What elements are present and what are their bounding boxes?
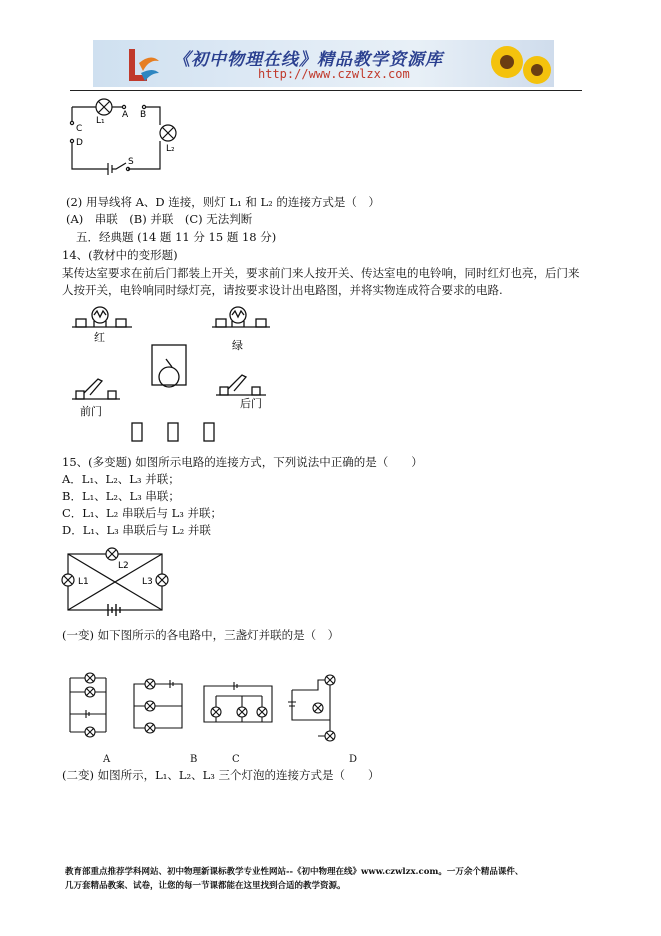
question-15-option-c: C．L₁、L₂ 串联后与 L₃ 并联；: [62, 506, 223, 520]
fig1-label-c: C: [76, 124, 83, 134]
fig15-label-l2: L2: [118, 561, 129, 571]
header-title: 《初中物理在线》精品教学资源库: [173, 50, 443, 70]
fig14-label-red: 红: [94, 331, 105, 344]
question-2-stem: (2) 用导线将 A、D 连接，则灯 L₁ 和 L₂ 的连接方式是（ ）: [66, 195, 380, 209]
variant-1-question: (一变) 如下图所示的各电路中，三盏灯并联的是（ ）: [62, 628, 340, 642]
fig1-label-a: A: [122, 110, 129, 120]
fig14-label-green: 绿: [232, 339, 243, 352]
question-2-options: (A) 串联 (B) 并联 (C) 无法判断: [66, 212, 253, 226]
fig15-label-l3: L3: [142, 577, 153, 587]
fig15-label-l1: L1: [78, 577, 89, 587]
logo-icon: [121, 45, 161, 85]
header-rule: [70, 90, 582, 91]
section-5-heading: 五．经典题 (14 题 11 分 15 题 18 分): [76, 230, 277, 244]
variant-2-question: (二变) 如图所示，L₁、L₂、L₃ 三个灯泡的连接方式是（ ）: [62, 768, 380, 782]
question-14-line-1: 某传达室要求在前后门都装上开关，要求前门来人按开关、传达室电的电铃响，同时红灯也亮，后门来: [62, 266, 580, 280]
circuit-figure-1: [68, 99, 188, 189]
fig1-label-l2: L₂: [166, 144, 175, 154]
header-banner: [93, 40, 554, 87]
sunflower-icon: [485, 40, 554, 87]
fig1-label-b: B: [140, 110, 147, 120]
fig14-label-front-door: 前门: [80, 405, 102, 418]
question-15-option-b: B．L₁、L₂、L₃ 串联；: [62, 489, 180, 503]
footer-line-1: 教育部重点推荐学科网站、初中物理新课标教学专业性网站--《初中物理在线》www.czwlzx.com。一万余个精品课件、: [65, 867, 524, 877]
fig14-label-back-door: 后门: [240, 397, 262, 410]
variant-1-label-a: A: [103, 754, 111, 765]
variant-1-label-c: C: [232, 754, 240, 765]
fig1-label-d: D: [76, 138, 83, 148]
question-15-option-a: A．L₁、L₂、L₃ 并联；: [62, 472, 180, 486]
question-15-stem: 15、(多变题) 如图所示电路的连接方式，下列说法中正确的是（ ）: [62, 455, 423, 469]
variant-1-circuits: [66, 670, 356, 750]
header-url[interactable]: http://www.czwlzx.com: [258, 67, 410, 81]
fig1-label-s: S: [128, 157, 134, 167]
question-14-line-2: 人按开关，电铃响同时绿灯亮，请按要求设计出电路图，并将实物连成符合要求的电路.: [62, 283, 503, 297]
question-15-option-d: D．L₁、L₃ 串联后与 L₂ 并联: [62, 523, 211, 537]
variant-1-label-d: D: [349, 754, 358, 765]
components-figure-14: [70, 305, 280, 445]
footer-line-2: 几万套精品教案、试卷，让您的每一节课都能在这里找到合适的教学资源。: [65, 881, 346, 891]
fig1-label-l1: L₁: [96, 116, 105, 126]
circuit-figure-15: [62, 546, 172, 616]
variant-1-label-b: B: [190, 754, 198, 765]
question-14-number: 14、(教材中的变形题): [62, 248, 178, 262]
